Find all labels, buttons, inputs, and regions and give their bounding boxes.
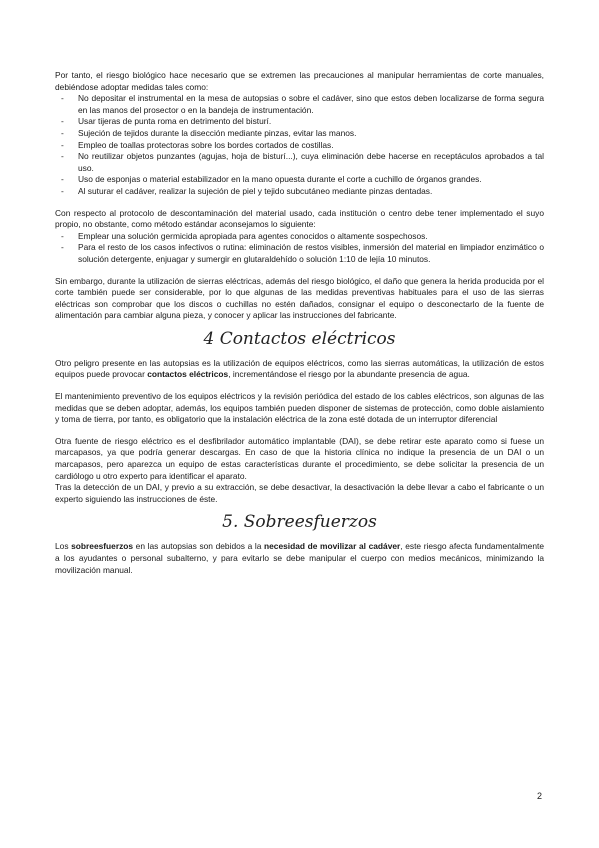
paragraph-dai-removal: Tras la detección de un DAI, y previo a su extracción, se debe desactivar, la desactivación la debe llevar a cabo el fabricante o un experto siguiendo las instrucciones de éste.	[55, 482, 544, 504]
paragraph-electrical-hazard: Otro peligro presente en las autopsias es la utilización de equipos eléctricos, como las sierras automáticas, la utilización de estos equipos puede provocar contactos eléctricos, incrementándose el riesgo por la abundante presencia de agua.	[55, 357, 544, 380]
paragraph-maintenance: El mantenimiento preventivo de los equipos eléctricos y la revisión periódica del estado de los cables eléctricos, son algunas de las medidas que se deben adoptar, además, los equipos también pueden disponer de sistemas de protección, como doble aislamiento y toma de tierra, por tanto, es obligatorio que la instalación eléctrica de la zona esté dotada de un interruptor diferencial	[55, 391, 544, 425]
section-heading-overexertion: 5. Sobreesfuerzos	[222, 512, 377, 533]
list-item: - No reutilizar objetos punzantes (agujas, hoja de bisturí...), cuya eliminación debe hacerse en receptáculos aprobados a tal uso.	[55, 151, 544, 174]
section-heading-electrical: 4 Contactos eléctricos	[203, 328, 396, 349]
list-item: - Empleo de toallas protectoras sobre los bordes cortados de costillas.	[55, 140, 544, 152]
list-item: - Usar tijeras de punta roma en detrimento del bisturí.	[55, 116, 544, 128]
list-decontamination	[55, 231, 544, 266]
paragraph-intro: Por tanto, el riesgo biológico hace necesario que se extremen las precauciones al manipular herramientas de corte manuales, debiéndose adoptar medidas tales como:	[55, 70, 544, 92]
paragraph-dai: Otra fuente de riesgo eléctrico es el desfibrilador automático implantable (DAI), se debe retirar este aparato como si fuese un marcapasos, ya que podría generar descargas. En caso de que la historia clínica no indique la presencia de un DAI o un marcapasos, pero aparezca un equipo de estas características durante el procedimiento, se debe solicitar la presencia de un cardiólogo u otro experto para identificar el aparato.	[55, 435, 544, 481]
list-item: - Al suturar el cadáver, realizar la sujeción de piel y tejido subcutáneo mediante pinzas dentadas.	[55, 186, 544, 198]
list-item: - Uso de esponjas o material estabilizador en la mano opuesta durante el corte a cuchillo de órganos grandes.	[55, 174, 544, 186]
list-item: - Para el resto de los casos infectivos o rutina: eliminación de restos visibles, inmersión del material en limpiador enzimático o solución detergente, enjuagar y sumergir en glutaraldehído o solución 1:10 de lejía 10 minutos.	[55, 242, 544, 265]
list-item: - No depositar el instrumental en la mesa de autopsias o sobre el cadáver, sino que estos deben localizarse de forma segura en las manos del prosector o en la bandeja de instrumentación.	[55, 93, 544, 116]
list-item: - Emplear una solución germicida apropiada para agentes conocidos o altamente sospechosos.	[55, 231, 544, 243]
document-body	[55, 70, 544, 576]
page-number: 2	[537, 791, 543, 801]
paragraph-overexertion: Los sobreesfuerzos en las autopsias son debidos a la necesidad de movilizar al cadáver, este riesgo afecta fundamentalmente a los ayudantes o personal subalterno, y para evitarlo se debe manipular el cuerpo con medios mecánicos, minimizando la movilización manual.	[55, 541, 544, 575]
paragraph-decontamination: Con respecto al protocolo de descontaminación del material usado, cada institución o centro debe tener implementado el suyo propio, no obstante, como método estándar aconsejamos lo siguiente:	[55, 207, 544, 230]
paragraph-electric-saws: Sin embargo, durante la utilización de sierras eléctricas, además del riesgo biológico, el daño que genera la herida producida por el corte también puede ser considerable, por lo que algunas de las medidas preventivas habituales para el uso de las sierras eléctricas son comprobar que los discos o cuchillas no estén dañados, consignar el equipo o desconectarlo de la fuente de alimentación para cambiar alguna pieza, y conocer y aplicar las instrucciones del fabricante.	[55, 275, 544, 321]
list-cutting-precautions	[55, 93, 544, 197]
list-item: - Sujeción de tejidos durante la disección mediante pinzas, evitar las manos.	[55, 128, 544, 140]
